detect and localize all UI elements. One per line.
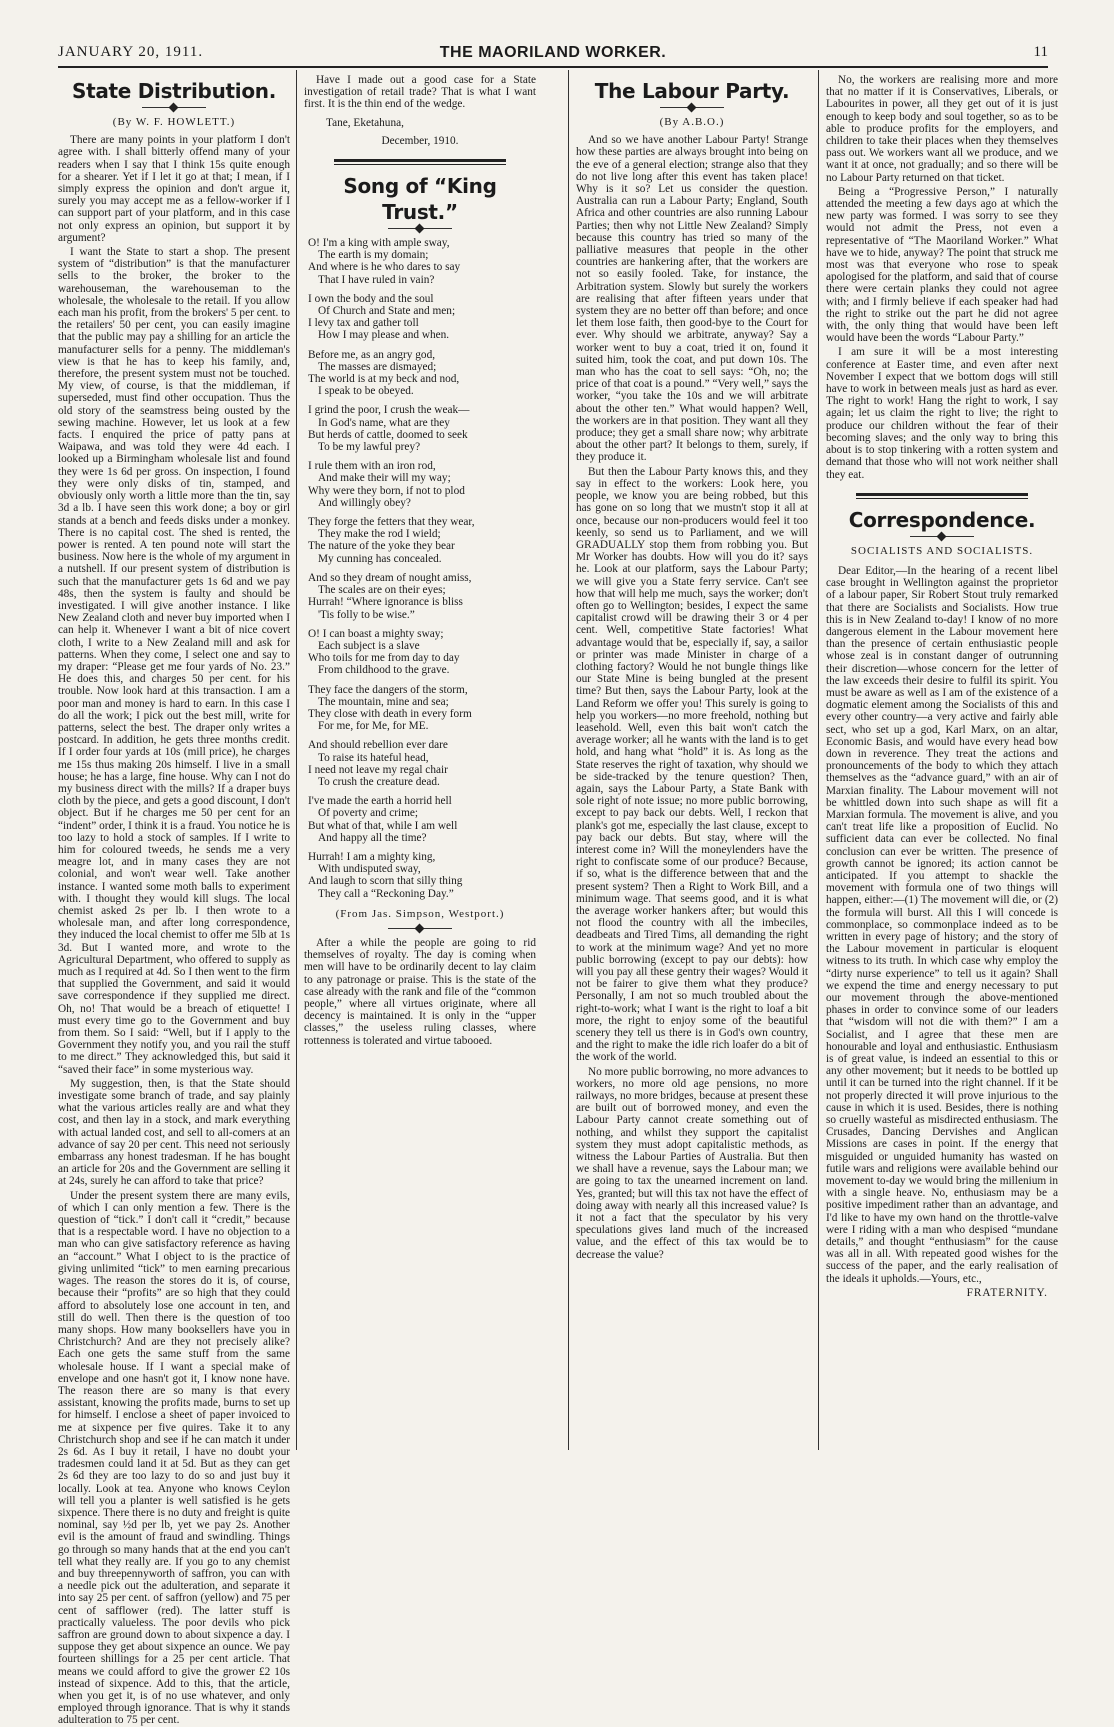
column-3: [576, 74, 808, 1474]
poem-line: Of poverty and crime;: [318, 807, 419, 820]
article-paragraph: After a while the people are going to rid themselves of royalty. The day is coming when men will have to be ordinarily decent to lay claim to any patronage or praise. This is the state of the case already with the rank and file of the “common people,” where all virtues originate, where all decency is maintained. It is only in the “upper classes,” the useless ruling classes, where rottenness is tolerated and virtue tabooed.: [304, 936, 536, 1047]
poem-line: I rule them with an iron rod,: [308, 460, 436, 473]
poem-line: For me, for Me, for ME.: [318, 720, 429, 733]
article-paragraph: Under the present system there are many evils, of which I can only mention a few. There is the question of “tick.” I don't call it “credit,” because that is a respectable word. I have no objection to a man who can give satisfactory reference as having an “account.” What I object to is the practice of giving unlimited “tick” to men earning precarious wages. The reason the stores do it is, of course, because their “profits” are so high that they could afford to absolutely lose one account in ten, and still do well. Then there is the question of too many shops. How many booksellers have you in Christchurch? And are they not precisely alike? Each one gets the same stuff from the same wholesale house. If I want a special make of envelope and one hasn't got it, I know none have. The reason there are so many is that every assistant, knowing the profits made, burns to set up for himself. I enclose a sheet of paper invoiced to me at sixpence per five quires. Take it to any Christchurch shop and see if he can match it under 2s 6d. As I buy it retail, I have no doubt your tradesmen could land it at 5d. But as they can get 2s 6d they are too lazy to do so and just buy it locally. Look at tea. Anyone who knows Ceylon will tell you a planter is well satisfied is he gets sixpence. There there is no duty and freight is quite nominal, say ½d per lb, yet we pay 2s. Another evil is the amount of fraud and swindling. Things go through so many hands that at the end you can't tell what they really are. If you go to any chemist and buy threepennyworth of saffron, you can with a needle pick out the adulteration, and separate it into say 25 per cent. of saffron (yellow) and 75 per cent of safflower (red). The latter stuff is practically valueless. The poor devils who pick saffron are ground down to about sixpence a day. I suppose they get about sixpence an ounce. We pay fourteen shillings for a 25 per cent article. That means we could afford to give the grower £2 10s instead of sixpence. Add to this, that the article, when you get it, is of no use whatever, and only employed through ignorance. That is why it stands adulteration to 75 per cent.: [58, 1189, 290, 1727]
ornament-rule: [142, 107, 206, 108]
page-number: 11: [1033, 44, 1048, 60]
poem-line: And so they dream of nought amiss,: [308, 571, 472, 584]
poem-title: Song of “King Trust.”: [343, 174, 497, 225]
poem-body: [308, 237, 536, 900]
article-byline: (By W. F. HOWLETT.): [112, 116, 236, 128]
article-paragraph: There are many points in your platform I don't agree with. I shall bitterly offend many of your readers when I say that I think 15s quite enough for a shearer. Yet if I let it go at that; I mean, if I simply express the opinion and don't argue it, surely you may accept me as a fellow-worker if I can support part of your platform, and in this case not only express an opinion, but support it by argument?: [58, 134, 290, 244]
poem-stanza: [308, 237, 536, 286]
poem-line: They face the dangers of the storm,: [308, 683, 468, 696]
poem-line: I speak to be obeyed.: [318, 385, 414, 398]
poem-stanza: [308, 795, 536, 844]
poem-line: I've made the earth a horrid hell: [308, 795, 452, 808]
poem-stanza: [308, 684, 536, 733]
poem-line: Why were they born, if not to plod: [308, 484, 465, 497]
poem-line: Hurrah! I am a mighty king,: [308, 850, 436, 863]
article-paragraph: No, the workers are realising more and more that no matter if it is Conservatives, Liberals, or Labourites in power, all they get out of it is just enough to keep body and soul together, so as to be able to produce profits for the employers, and children to take their places when they themselves pass out. We workers want all we produce, and we want it at once, not gradually; and so there will be no Labour Party returned on that ticket.: [826, 74, 1058, 184]
poem-line: I need not leave my regal chair: [308, 763, 448, 776]
section-title-correspondence: Correspondence.: [848, 507, 1036, 532]
letter-signature: FRATERNITY.: [966, 1286, 1048, 1299]
masthead-title: THE MAORILAND WORKER.: [439, 44, 667, 61]
poem-line: The masses are dismayed;: [318, 360, 437, 373]
article-paragraph: No more public borrowing, no more advances to workers, no more old age pensions, no more railways, no more bridges, because at present these are built out of borrowed money, and even the Labour Party cannot create something out of nothing, and whilst they support the capitalist system they must adopt capitalistic methods, as witness the Labour Parties of Australia. But then we shall have a revenue, says the Labour man; we are going to tax the unearned increment on land. Yes, granted; but will this tax not have the effect of doing away with nearly all this increased value? Is it not a fact that the speculator by his very speculations gives land much of the increased value, and the effect of this tax would be to decrease the value?: [576, 1065, 808, 1261]
poem-line: Hurrah! “Where ignorance is bliss: [308, 596, 463, 609]
poem-line: Who toils for me from day to day: [308, 652, 460, 665]
poem-stanza: [308, 293, 536, 342]
poem-stanza: [308, 516, 536, 565]
column-divider: [818, 70, 819, 1450]
poem-stanza: [308, 851, 536, 900]
letter-body: Dear Editor,—In the hearing of a recent libel case brought in Wellington against the proprietor of a labour paper, Sir Robert Stout truly remarked that there are Socialists and Socialists. How true this is in New Zealand to-day! I know of no more dangerous element in the Labour movement here than the presence of certain enthusiastic people whose zeal is in constant danger of outrunning their discretion—whose concern for the letter of the law exceeds their desire to fulfil its spirit. You must be aware as well as I am of the existence of a dogmatic element among the Socialists of this and every other country—a very active and fairly able sect, who set up a god, Karl Marx, on an altar, Economic Basis, and would have every head bow down in reverence. They treat the actions and pronouncements of the body to which they attach themselves as the “advance guard,” with an air of Marxian finality. The Labour movement will not be whittled down into such shape as will fit a Marxian formula. The movement is alive, and you can't treat life like a proposition of Euclid. No sufficient data can ever be collected. No final conclusion can ever be written. The presence of growth cannot be ignored; its action cannot be anticipated. If you attempt to shackle the movement with formula one of two things will happen, either:—(1) The movement will die, or (2) the formula will burst. All this I will concede is commonplace, so commonplace indeed as to be written in every page of history; and the story of the Labour movement in particular is eloquent witness to its truth. In which case why employ the “dirty nurse experience” to tell us it again? Shall we expend the time and energy necessary to put our movement through the above-mentioned phases in order to convince some of our leaders that “wisdom will not die with them?” I am a Socialist, and I agree that these men are honourable and loyal and enthusiastic. Enthusiasm is of great value, is indeed an essential to this or any other movement; but it needs to be bottled up until it can be turned into the right channel. If it be not properly directed it will prove injurious to the cause in which it is used. Besides, there is nothing so cruelly wasteful as misdirected enthusiasm. The Crusades, Dancing Dervishes and Anglican Missions are cases in point. If the energy that misguided or unguided humanity has wasted on futile wars and religions were available behind our movement to-day we would bring the millenium in with a single heave. No, enthusiasm may be a positive impediment rather than an advantage, and I'd like to have my own hand on the throttle-valve were I riding with a man who despised “mundane details,” and thought “enthusiasm” for the cause was all in all. With repeated good wishes for the success of the paper, and the early realisation of the ideals it upholds.—Yours, etc.,: [826, 564, 1058, 1285]
poem-stanza: [308, 739, 536, 788]
header-rule: [58, 66, 1048, 68]
poem-line: Of Church and State and men;: [318, 305, 456, 318]
poem-line: From childhood to the grave.: [318, 664, 450, 677]
poem-line: And laugh to scorn that silly thing: [308, 875, 463, 888]
poem-line: I own the body and the soul: [308, 292, 434, 305]
issue-date: JANUARY 20, 1911.: [58, 44, 204, 60]
poem-line: The mountain, mine and sea;: [318, 695, 449, 708]
section-rule: [334, 164, 506, 165]
section-rule: [334, 159, 506, 162]
section-rule: [856, 493, 1028, 496]
poem-line: The world is at my beck and nod,: [308, 373, 460, 386]
poem-line: In God's name, what are they: [318, 416, 450, 429]
section-rule: [856, 498, 1028, 499]
poem-line: But what of that, while I am well: [308, 819, 458, 832]
article-byline: (By A.B.O.): [659, 116, 725, 128]
poem-line: My cunning has concealed.: [318, 552, 442, 565]
poem-line: And where is he who dares to say: [308, 261, 461, 274]
poem-line: Before me, as an angry god,: [308, 348, 436, 361]
poem-line: The earth is my domain;: [318, 249, 429, 262]
poem-line: And willingly obey?: [318, 496, 411, 509]
poem-line: But herds of cattle, doomed to seek: [308, 428, 468, 441]
ornament-rule: [388, 228, 452, 229]
poem-line: To be my lawful prey?: [318, 441, 421, 454]
poem-stanza: [308, 628, 536, 677]
poem-line: O! I can boast a mighty sway;: [308, 627, 444, 640]
article-paragraph: Have I made out a good case for a State investigation of retail trade? That is what I want first. It is the thin end of the wedge.: [304, 74, 536, 111]
poem-line: They call a “Reckoning Day.”: [318, 887, 454, 900]
ornament-rule: [660, 107, 724, 108]
poem-line: And happy all the time?: [318, 831, 427, 844]
column-2: [304, 74, 536, 1474]
poem-line: And make their will my way;: [318, 472, 451, 485]
poem-stanza: [308, 349, 536, 398]
poem-stanza: [308, 572, 536, 621]
ornament-rule: [910, 536, 974, 537]
poem-line: To crush the creature dead.: [318, 775, 440, 788]
article-title-state-distribution: State Distribution.: [71, 79, 277, 103]
poem-line: And should rebellion ever dare: [308, 739, 448, 752]
poem-line: O! I'm a king with ample sway,: [308, 237, 450, 250]
article-date: December, 1910.: [381, 134, 459, 147]
poem-line: With undisputed sway,: [318, 863, 421, 876]
poem-credit: (From Jas. Simpson, Westport.): [335, 907, 505, 920]
poem-line: They make the rod I wield;: [318, 528, 441, 541]
poem-stanza: [308, 404, 536, 453]
article-paragraph: My suggestion, then, is that the State should investigate some branch of trade, and say plainly what the various articles really are and what they cost, and then lay in a stock, and mark everything with actual landed cost, and sell to all-comers at an advance of say 20 per cent. This need not seriously embarrass any honest tradesman. If he has bought an article for 20s and the Government are selling it at 24s, surely he can afford to take that price?: [58, 1077, 290, 1188]
article-paragraph: Being a “Progressive Person,” I naturally attended the meeting a few days ago at which the new party was formed. I was sorry to see they would not admit the Press, not even a representative of “The Maoriland Worker.” What have we to hide, anyway? The point that struck me most was that everyone who rose to speak apologised for the platform, and said that of course there were certain planks they could not agree with; and I firmly believe if each speaker had had the right to strike out the part he did not agree with, the only thing that would have been left would have been the words “Labour Party.”: [826, 185, 1058, 345]
article-paragraph: But then the Labour Party knows this, and they say in effect to the workers: Look here, you people, we know you are being robbed, but this has gone on so long that we mustn't stop it all at once, because our non-producers would feel it too keenly, so send us to Parliament, and we will GRADUALLY stop them from robbing you. But Mr Worker has doubts. How will you do it? says he. Look at our platform, says the Labour Party; we will give you a State ferry service. Can't see how that will help me much, says the worker; don't often go to Wellington; besides, I expect the same capitalist crowd will be drawing their 3 or 4 per cent. Well, competitive State factories! What advantage would that be, especially if, say, a sailor or printer was made Minister in charge of a clothing factory? Would he not bungle things like our State Mine is being bungled at the present time? But then, says the Labour Party, look at the Land Reform we offer you! This surely is going to help you workers—no more freehold, nothing but leasehold. Well, even this bait won't catch the average worker; all he wants with the land is to get hold, and hang what “hold” it is. As long as the State reserves the right of taxation, why should we be side-tracked by the tenure question? Then, again, says the Labour Party, a State Bank with sole right of note issue; no more public borrowing, except to pay back our debts. Well, I reckon that plank's got me, especially the last clause, except to pay back our debts. But stay, where will the interest come in? Will the moneylenders have the right to confiscate some of our produce? Because, if so, what is the difference between that and the present system? Then a Right to Work Bill, and a minimum wage. That seems good, and it is what the average worker hankers after; but would this not flood the country with all the imbeciles, deadbeats and Tired Tims, all demanding the right to work at the minimum wage? And yet no more public borrowing (except to pay our debts): how will you pay all these gentry their wages? Would it not be fairer to give them what they produce? Personally, I am not so much troubled about the right-to-work; what I want is the right to loaf a bit more, the right to enjoy some of the beautiful scenery they tell us there is in God's own country, and the right to make the idle rich loafer do a bit of the work of the world.: [576, 465, 808, 1064]
poem-line: That I have ruled in vain?: [318, 273, 435, 286]
poem-line: The nature of the yoke they bear: [308, 540, 455, 553]
article-paragraph: I am sure it will be a most interesting conference at Easter time, and even after next November I expect that we bottom dogs will still have to work in between meals just as hard as ever. The right to work! Hang the right to work, I say again; let us claim the right to live; the right to produce our children without the fear of their becoming slaves; and the only way to bring this about is to stop tinkering with a rotten system and demand that those who will not work neither shall they eat.: [826, 346, 1058, 481]
poem-line: I grind the poor, I crush the weak—: [308, 404, 470, 417]
article-paragraph: And so we have another Labour Party! Strange how these parties are always brought into being on the eve of a general election; strange also that they do not live long after this event has taken place! Why is it so? Let us consider the question. Australia can run a Labour Party; England, South Africa and other countries are also running Labour Parties; then why not Little New Zealand? Simply because this country has tried so many of the palliative measures that people in the other countries are hankering after, that the workers are not so easily fooled. Take, for instance, the Arbitration system. Slowly but surely the workers are realising that after fifteen years under that system they are no better off than before; and once let them lose faith, then good-bye to the Court for ever. Why should we arbitrate, anyway? Say a worker went to buy a coat, tried it on, found it suited him, took the coat, and put down 10s. The man who has the coat to sell says: “Oh, no; the price of that coat is a pound.” “Very well,” says the worker, “you take the 10s and we will arbitrate about the other ten.” What would happen? Well, the workers are in that position. They want all they produce; they get a small share now; why arbitrate about the other part? It belongs to them, surely, if they produce it.: [576, 134, 808, 464]
poem-line: The scales are on their eyes;: [318, 584, 446, 597]
poem-line: 'Tis folly to be wise.”: [318, 608, 415, 621]
column-divider: [296, 70, 297, 1450]
poem-line: How I may please and when.: [318, 329, 450, 342]
poem-line: Each subject is a slave: [318, 639, 420, 652]
column-1: [58, 74, 290, 1727]
article-place: Tane, Eketahuna,: [326, 116, 404, 129]
poem-line: They forge the fetters that they wear,: [308, 516, 475, 529]
letter-subtitle: SOCIALISTS AND SOCIALISTS.: [850, 544, 1034, 557]
article-paragraph: I want the State to start a shop. The present system of “distribution” is that the manufacturer sells to the broker, the broker to the warehouseman, the warehouseman to the wholesale, the wholesale to the retail. If you allow each man his profit, from the brokers' 5 per cent. to the retailers' 50 per cent, you can easily imagine that the public may pay a shilling for an article the manufacturer sells for a penny. The middleman's view is that he has to keep his family, and, therefore, the present system must not be touched. My view, of course, is that the middleman, if superseded, must find other occupation. Thus the old story of the seamstress being ousted by the sewing machine. However, let us look at a few facts. I enquired the price of patty pans at Waipawa, and was told they were 4d each. I looked up a Birmingham wholesale list and found they were 1s 6d per gross. On inspection, I found they were only disks of tin, stamped, and obviously only worth a little more than the tin, say 3d a lb. I have seen this work done; a boy or girl stands at a bench and feeds disks under a monkey. There is no capital cost. The shed is rented, the power is rented. A ten pound note will start the business. Now here is the whole of my argument in a nutshell. If our present system of distribution is such that the manufacturer gets 1s 6d and we pay 48s, then the system is faulty and should be investigated. I will give another instance. I like New Zealand cloth and never buy imported when I can help it. Whenever I want a bit of nice covert cloth, I write to a New Zealand mill and ask for patterns. When they come, I select one and say to my draper: “Please get me four yards of No. 23.” He does this, and charges 50 per cent. for his trouble. Now look hard at this transaction. I am a poor man and money is hard to earn. In this case I do all the work; I pick out the best mill, write for patterns, select the best. The draper only writes a postcard. In addition, he gets three months credit. If I order four yards at 10s (mill price), he charges me 15s thus making 20s himself. I live in a small house; he has a large, fine house. Why can I not do my business direct with the mills? If a draper buys cloth by the piece, and gets a good discount, I don't object. But if he charges me 50 per cent for an “indent” order, I think it is a fraud. You notice he is too lazy to hold a stock of samples. If I write to him for coloured tweeds, he sends me a very meagre lot, and in many cases they are not colonial, and won't wear well. Take another instance. I wanted some moth balls to experiment with. I thought they would kill slugs. The local chemist asked 2s per lb. I then wrote to a wholesale man, and after long correspondence, they induced the local chemist to offer me 5lb at 1s 3d. But I wanted more, and wrote to the Agricultural Department, who offered to supply as much as I required at 4d. So I then went to the firm that supplied the Government, and said it would save correspondence if they supplied me direct. Oh, no! That would be a breach of etiquette! I must every time go to the Government and buy from them. So I said: “Well, but if I apply to the Government they notify you, and you rail the stuff to me direct.” They acknowledged this, but said it “saved their face” in some mysterious way.: [58, 246, 290, 1076]
ornament-rule: [388, 928, 452, 929]
poem-line: I levy tax and gather toll: [308, 317, 419, 330]
page-header: [58, 44, 1048, 66]
column-divider: [568, 70, 569, 1450]
article-title-labour-party: The Labour Party.: [594, 79, 790, 103]
poem-line: They close with death in every form: [308, 707, 472, 720]
poem-stanza: [308, 460, 536, 509]
column-4: [826, 74, 1058, 1474]
poem-line: To raise its hateful head,: [318, 751, 429, 764]
